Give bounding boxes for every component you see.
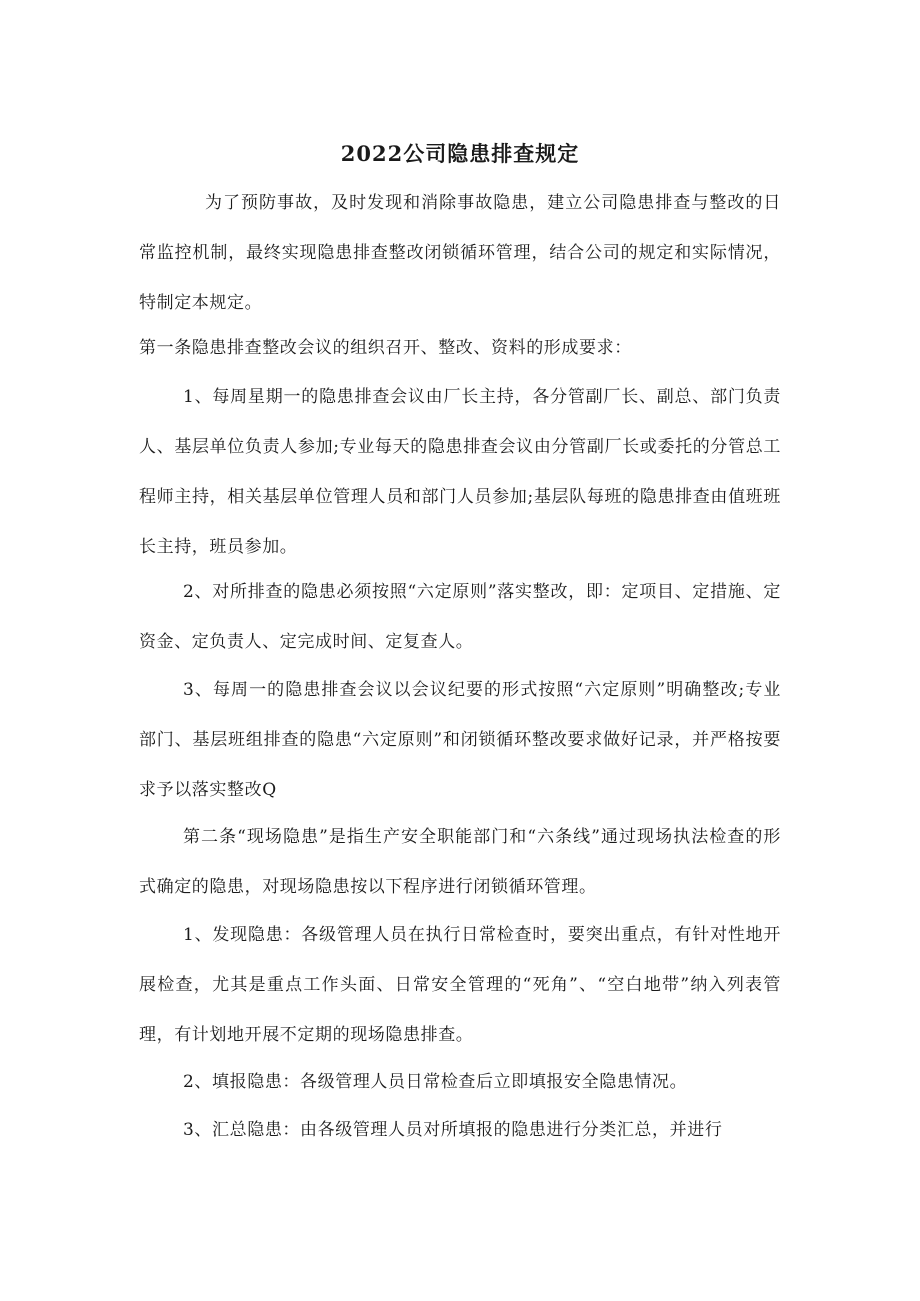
article-2-item-1: 1、发现隐患：各级管理人员在执行日常检查时，要突出重点，有针对性地开展检查，尤其是重点工作头面、日常安全管理的“死角”、“空白地带”纳入列表管理，有计划地开展不定期的现场隐患排查。: [139, 925, 781, 1045]
article-1-item-2: 2、对所排查的隐患必须按照“六定原则”落实整改，即：定项目、定措施、定资金、定负责人、定完成时间、定复查人。: [139, 582, 781, 652]
intro-paragraph: 为了预防事故，及时发现和消除事故隐患，建立公司隐患排查与整改的日常监控机制，最终实现隐患排查整改闭锁循环管理，结合公司的规定和实际情况，特制定本规定。: [139, 193, 781, 313]
document-title: 2022公司隐患排查规定: [340, 141, 580, 166]
article-2-heading: 第二条“现场隐患”是指生产安全职能部门和“六条线”通过现场执法检查的形式确定的隐患，对现场隐患按以下程序进行闭锁循环管理。: [139, 827, 781, 897]
article-2-item-2: 2、填报隐患：各级管理人员日常检查后立即填报安全隐患情况。: [183, 1072, 688, 1092]
article-1-item-3: 3、每周一的隐患排查会议以会议纪要的形式按照“六定原则”明确整改;专业部门、基层班组排查的隐患“六定原则”和闭锁循环整改要求做好记录，并严格按要求予以落实整改Q: [139, 680, 781, 800]
article-1-heading: 第一条隐患排查整改会议的组织召开、整改、资料的形成要求：: [139, 338, 632, 358]
article-2-item-3: 3、汇总隐患：由各级管理人员对所填报的隐患进行分类汇总，并进行: [183, 1120, 723, 1140]
article-1-item-1: 1、每周星期一的隐患排查会议由厂长主持，各分管副厂长、副总、部门负责人、基层单位负责人参加;专业每天的隐患排查会议由分管副厂长或委托的分管总工程师主持，相关基层单位管理人员和部门人员参加;基层队每班的隐患排查由值班班长主持，班员参加。: [139, 387, 781, 557]
